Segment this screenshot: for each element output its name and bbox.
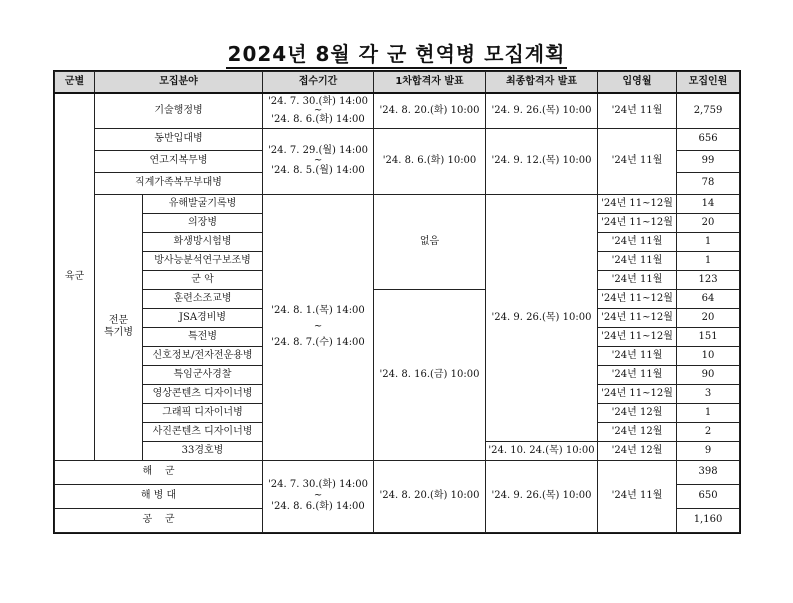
field-cell: 동반입대병: [95, 128, 263, 150]
count-cell: 64: [677, 289, 740, 308]
month-cell: '24년 11~12월: [598, 213, 677, 232]
header-final-result: 최종합격자 발표: [486, 72, 598, 94]
month-cell: '24년 11월: [598, 93, 677, 128]
first-result-cell: '24. 8. 20.(화) 10:00: [374, 93, 486, 128]
period-cell: '24. 8. 1.(목) 14:00 ~ '24. 8. 7.(수) 14:00: [263, 194, 374, 460]
count-cell: 1,160: [677, 508, 740, 532]
month-cell: '24년 12월: [598, 422, 677, 441]
specialty-label: 전문 특기병: [95, 194, 143, 460]
month-cell: '24년 11월: [598, 232, 677, 251]
count-cell: 3: [677, 384, 740, 403]
recruitment-table: [54, 71, 740, 533]
month-cell: '24년 11월: [598, 270, 677, 289]
field-cell: 군 악: [143, 270, 263, 289]
count-cell: 20: [677, 308, 740, 327]
field-cell: 직계가족복무부대병: [95, 172, 263, 194]
count-cell: 151: [677, 327, 740, 346]
count-cell: 9: [677, 441, 740, 460]
army-label: 육군: [55, 93, 95, 460]
first-result-cell: '24. 8. 16.(금) 10:00: [374, 289, 486, 460]
field-cell: 영상콘텐츠 디자이너병: [143, 384, 263, 403]
month-cell: '24년 11~12월: [598, 327, 677, 346]
count-cell: 1: [677, 232, 740, 251]
count-cell: 20: [677, 213, 740, 232]
first-result-cell: '24. 8. 20.(화) 10:00: [374, 460, 486, 532]
month-cell: '24년 11월: [598, 251, 677, 270]
month-cell: '24년 12월: [598, 441, 677, 460]
branch-navy: 해 군: [55, 460, 263, 484]
field-cell: 유해발굴기록병: [143, 194, 263, 213]
field-cell: 기술행정병: [95, 93, 263, 128]
field-cell: 의장병: [143, 213, 263, 232]
count-cell: 2: [677, 422, 740, 441]
first-result-cell: 없음: [374, 194, 486, 289]
header-branch: 군별: [55, 72, 95, 94]
final-result-cell: '24. 10. 24.(목) 10:00: [486, 441, 598, 460]
field-cell: 그래픽 디자이너병: [143, 403, 263, 422]
period-cell: '24. 7. 30.(화) 14:00 ~ '24. 8. 6.(화) 14:00: [263, 460, 374, 532]
final-result-cell: '24. 9. 26.(목) 10:00: [486, 460, 598, 532]
count-cell: 123: [677, 270, 740, 289]
month-cell: '24년 12월: [598, 403, 677, 422]
month-cell: '24년 11월: [598, 365, 677, 384]
first-result-cell: '24. 8. 6.(화) 10:00: [374, 128, 486, 194]
month-cell: '24년 11~12월: [598, 308, 677, 327]
field-cell: 특임군사경찰: [143, 365, 263, 384]
final-result-cell: '24. 9. 26.(목) 10:00: [486, 93, 598, 128]
branch-airforce: 공 군: [55, 508, 263, 532]
page-title: 2024년 8월 각 군 현역병 모집계획: [0, 38, 793, 67]
count-cell: 14: [677, 194, 740, 213]
field-cell: 사진콘텐츠 디자이너병: [143, 422, 263, 441]
month-cell: '24년 11~12월: [598, 384, 677, 403]
field-cell: 33경호병: [143, 441, 263, 460]
month-cell: '24년 11~12월: [598, 194, 677, 213]
count-cell: 1: [677, 403, 740, 422]
field-cell: 특전병: [143, 327, 263, 346]
month-cell: '24년 11월: [598, 460, 677, 532]
period-cell: '24. 7. 30.(화) 14:00 ~ '24. 8. 6.(화) 14:00: [263, 93, 374, 128]
field-cell: 방사능분석연구보조병: [143, 251, 263, 270]
month-cell: '24년 11~12월: [598, 289, 677, 308]
count-cell: 78: [677, 172, 740, 194]
final-result-cell: '24. 9. 26.(목) 10:00: [486, 194, 598, 441]
field-cell: 신호정보/전자전운용병: [143, 346, 263, 365]
count-cell: 656: [677, 128, 740, 150]
field-cell: JSA경비병: [143, 308, 263, 327]
count-cell: 1: [677, 251, 740, 270]
field-cell: 연고지복무병: [95, 150, 263, 172]
month-cell: '24년 11월: [598, 128, 677, 194]
header-enlist-month: 입영월: [598, 72, 677, 94]
count-cell: 2,759: [677, 93, 740, 128]
header-field: 모집분야: [95, 72, 263, 94]
header-first-result: 1차합격자 발표: [374, 72, 486, 94]
field-cell: 훈련소조교병: [143, 289, 263, 308]
field-cell: 화생방시험병: [143, 232, 263, 251]
header-period: 접수기간: [263, 72, 374, 94]
count-cell: 99: [677, 150, 740, 172]
month-cell: '24년 11월: [598, 346, 677, 365]
branch-marines: 해 병 대: [55, 484, 263, 508]
count-cell: 398: [677, 460, 740, 484]
count-cell: 650: [677, 484, 740, 508]
count-cell: 90: [677, 365, 740, 384]
header-count: 모집인원: [677, 72, 740, 94]
period-cell: '24. 7. 29.(월) 14:00 ~ '24. 8. 5.(월) 14:00: [263, 128, 374, 194]
count-cell: 10: [677, 346, 740, 365]
final-result-cell: '24. 9. 12.(목) 10:00: [486, 128, 598, 194]
